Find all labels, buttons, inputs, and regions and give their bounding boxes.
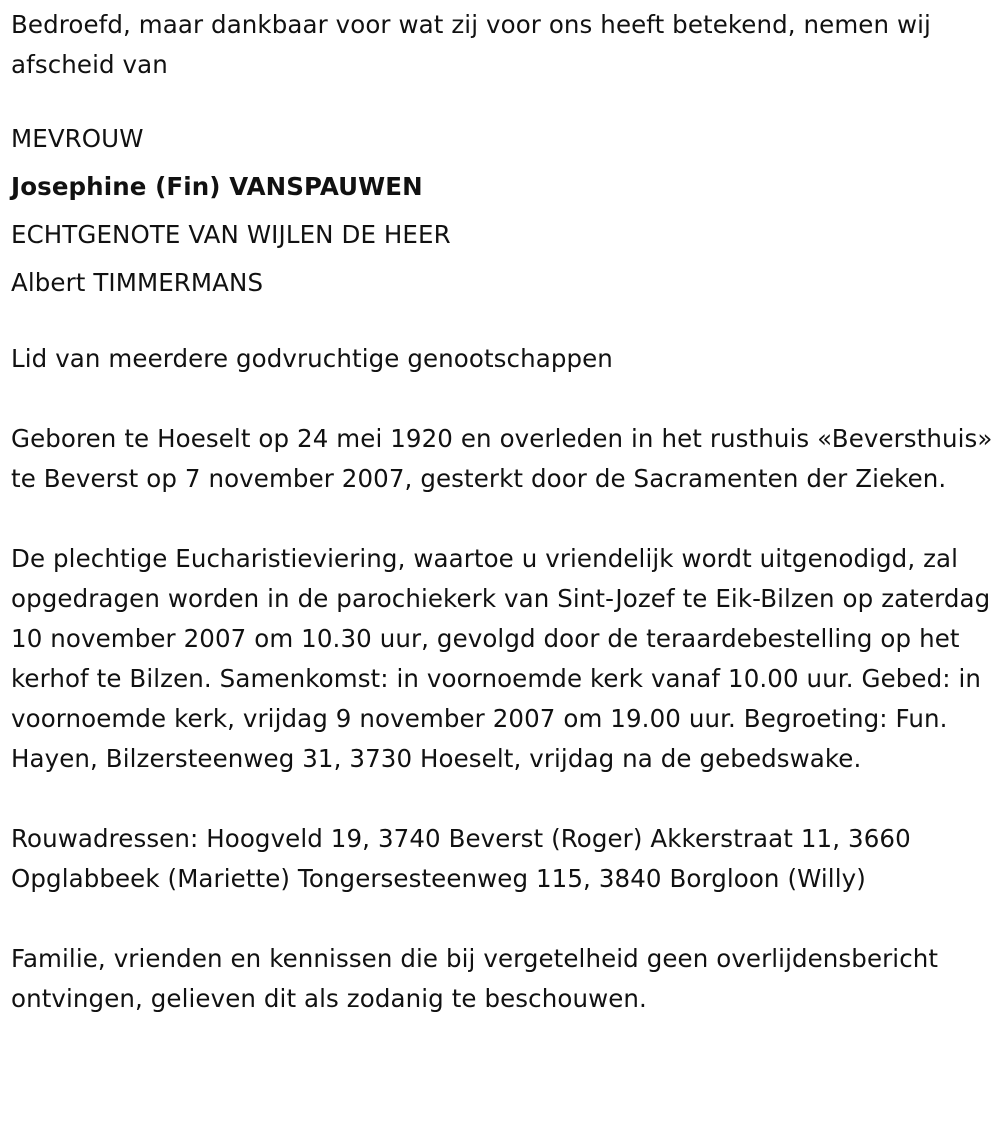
deceased-name: Josephine (Fin) VANSPAUWEN [11, 172, 423, 201]
title-line: MEVROUW [11, 124, 144, 153]
obituary-document [11, 0, 996, 1019]
membership-paragraph: Lid van meerdere godvruchtige genootschappen [11, 344, 613, 373]
closing-paragraph: Familie, vrienden en kennissen die bij vergetelheid geen overlijdensbericht ontvingen, gelieven dit als zodanig te beschouwen. [11, 944, 939, 1013]
deceased-block [11, 115, 996, 307]
spouse-name: Albert TIMMERMANS [11, 268, 264, 297]
addresses-paragraph: Rouwadressen: Hoogveld 19, 3740 Beverst (Roger) Akkerstraat 11, 3660 Opglabbeek (Mariette) Tongersesteenweg 115, 3840 Borgloon (Willy) [11, 824, 911, 893]
birth-death-paragraph: Geboren te Hoeselt op 24 mei 1920 en overleden in het rusthuis «Beversthuis» te Beverst op 7 november 2007, gesterkt door de Sacramenten der Zieken. [11, 424, 993, 493]
intro-paragraph: Bedroefd, maar dankbaar voor wat zij voor ons heeft betekend, nemen wij afscheid van [11, 10, 931, 79]
ceremony-paragraph: De plechtige Eucharistieviering, waartoe u vriendelijk wordt uitgenodigd, zal opgedragen worden in de parochiekerk van Sint-Jozef te Eik-Bilzen op zaterdag 10 november 2007 om 10.30 uur, gevolgd door de teraardebestelling op het kerhof te Bilzen. Samenkomst: in voornoemde kerk vanaf 10.00 uur. Gebed: in voornoemde kerk, vrijdag 9 november 2007 om 19.00 uur. Begroeting: Fun. Hayen, Bilzersteenweg 31, 3730 Hoeselt, vrijdag na de gebedswake. [11, 544, 991, 773]
relation-line: ECHTGENOTE VAN WIJLEN DE HEER [11, 220, 451, 249]
